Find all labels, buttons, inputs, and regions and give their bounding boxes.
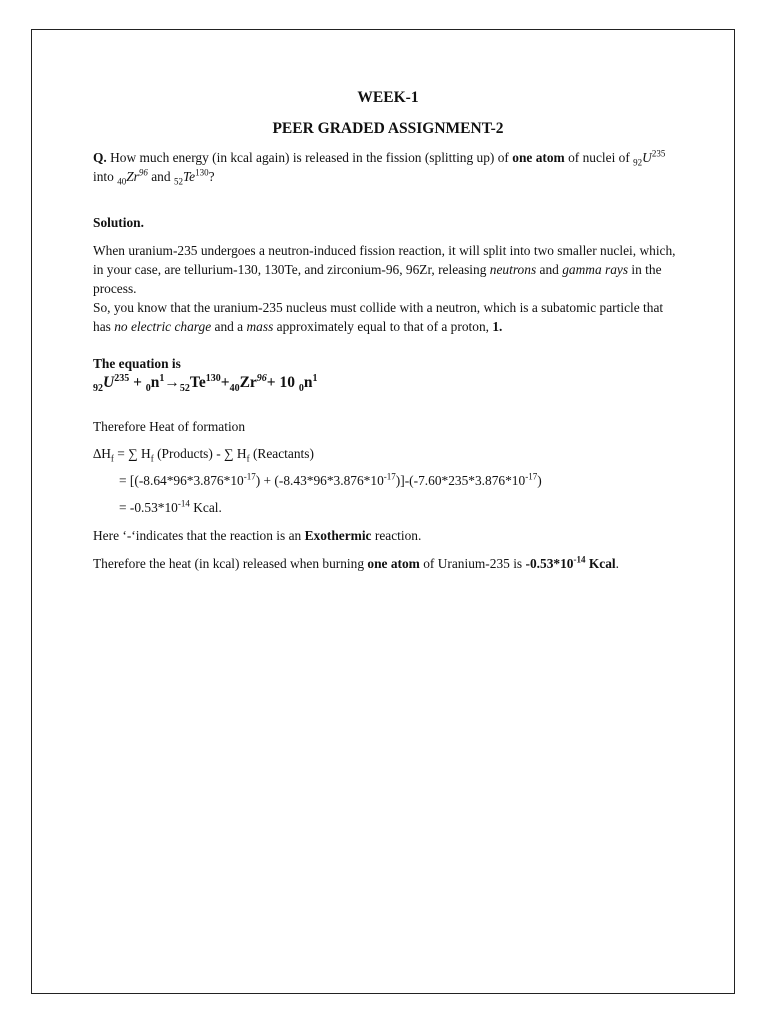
solution-paragraph-1: When uranium-235 undergoes a neutron-induced fission reaction, it will split into two smaller nuclei, which, in your case, are tellurium-130, 130Te, and zirconium-96, 96Zr, releasing neutrons and gamma rays in the process. bbox=[93, 243, 676, 296]
enthalpy-formula: $\Delta H_f$ = ∑ $H_f$ (Products) - ∑ $H_f$ (Reactants) bbox=[93, 446, 314, 464]
equation-heading: The equation is bbox=[93, 356, 181, 371]
solution-paragraph-2: So, you know that the uranium-235 nucleus must collide with a neutron, which is a subatomic particle that has no electric charge and a mass approximately equal to that of a proton, 1. bbox=[93, 300, 664, 334]
enthalpy-calculation: = $[(-8.64*96*3.876*10^{-17}) + (-8.43*96*3.876*10^{-17})]-(-7.60*235*3.876*10^{-17})$ bbox=[119, 471, 542, 488]
nuclear-equation: $_{92}U^{235} + _0n^1\to_{52}Te^{130}+_{40}Zr^{96}+ 10$ $_0n^1$ bbox=[93, 372, 318, 395]
question-paragraph: Q. How much energy (in kcal again) is released in the fission (splitting up) of one atom of nuclei of $_{92}U^{235}$ into $_{40}Zr^{96}$ and $_{52}Te^{130}$? bbox=[93, 148, 666, 187]
week-title: WEEK-1 bbox=[357, 89, 419, 106]
assignment-title: PEER GRADED ASSIGNMENT-2 bbox=[272, 120, 504, 137]
enthalpy-result: = $-0.53*10^{-14}$ Kcal. bbox=[119, 498, 222, 515]
document-body bbox=[93, 88, 683, 573]
exothermic-note: Here ‘-‘indicates that the reaction is an Exothermic reaction. bbox=[93, 528, 422, 543]
heat-of-formation-label: Therefore Heat of formation bbox=[93, 419, 246, 434]
final-answer: Therefore the heat (in kcal) released when burning one atom of Uranium-235 is $-0.53*10^{-14}$ Kcal. bbox=[93, 554, 619, 571]
question-label: Q. bbox=[93, 150, 107, 165]
solution-heading: Solution. bbox=[93, 215, 144, 230]
